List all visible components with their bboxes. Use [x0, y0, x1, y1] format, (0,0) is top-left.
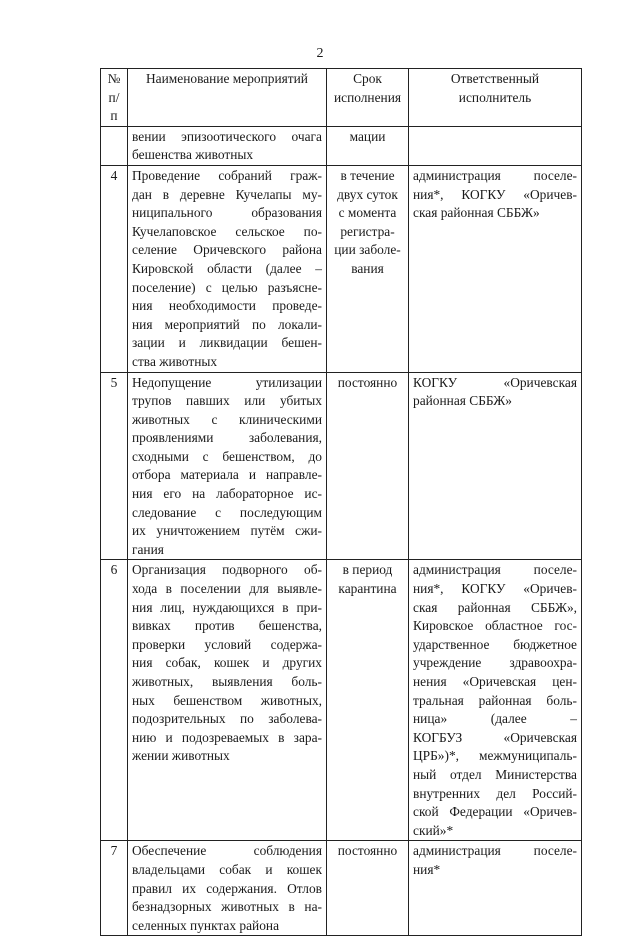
cell-term: мации [327, 126, 409, 165]
table-row [101, 165, 582, 372]
page-number: 2 [316, 46, 324, 61]
table-row [101, 841, 582, 936]
header-responsible: Ответственный исполнитель [409, 69, 582, 127]
table-row [101, 372, 582, 560]
cell-responsible: администрация поселе- ния*, КОГКУ «Оричев- ская районная СББЖ» [409, 165, 582, 372]
cell-name: Проведение собраний граж- дан в деревне Кучелапы му- ниципального образования Кучелаповское сельское по- селение Оричевского района Кировской области (далее – поселение) с целью разъясне- ния необходимости проведе- ния мероприятий по локали- зации и ликвидации бешен- ства животных [128, 165, 327, 372]
table-row-continuation [101, 126, 582, 165]
table-row [101, 560, 582, 841]
cell-name: Организация подворного об- хода в поселении для выявле- ния лиц, нуждающихся в при- вивках против бешенства, проверки условий содержа- ния собак, кошек и других животных, выявления боль- ных бешенством животных, подозрительных по заболева- нию и подозреваемых в зара- жении животных [128, 560, 327, 841]
cell-name: Обеспечение соблюдения владельцами собак и кошек правил их содержания. Отлов безнадзорных животных в на- селенных пунктах района [128, 841, 327, 936]
cell-term: в течение двух суток с момента регистра- ции заболе- вания [327, 165, 409, 372]
cell-num: 7 [101, 841, 128, 936]
cell-responsible: администрация поселе- ния* [409, 841, 582, 936]
cell-name: вении эпизоотического очага бешенства животных [128, 126, 327, 165]
cell-num: 5 [101, 372, 128, 560]
cell-num: 4 [101, 165, 128, 372]
cell-responsible: администрация поселе- ния*, КОГКУ «Оричев- ская районная СББЖ», Кировское областное гос- ударственное бюджетное учреждение здравоохра- нения «Оричевская цен- тральная районная боль- ница» (далее – КОГБУЗ «Оричевская ЦРБ»)*, межмуниципаль- ный отдел Министерства внутренних дел Россий- ской Федерации «Оричев- ский»* [409, 560, 582, 841]
cell-responsible [409, 126, 582, 165]
header-term: Срок исполнения [327, 69, 409, 127]
cell-name: Недопущение утилизации трупов павших или убитых животных с клиническими проявлениями заболевания, сходными с бешенством, до отбора материала и направле- ния его на лабораторное ис- следование с последующим их уничтожением путём сжи- гания [128, 372, 327, 560]
cell-term: постоянно [327, 841, 409, 936]
cell-term: постоянно [327, 372, 409, 560]
cell-num [101, 126, 128, 165]
header-num: № п/п [101, 69, 128, 127]
header-name: Наименование мероприятий [128, 69, 327, 127]
cell-num: 6 [101, 560, 128, 841]
cell-term: в период карантина [327, 560, 409, 841]
cell-responsible: КОГКУ «Оричевская районная СББЖ» [409, 372, 582, 560]
measures-table [100, 68, 582, 936]
table-header-row [101, 69, 582, 127]
